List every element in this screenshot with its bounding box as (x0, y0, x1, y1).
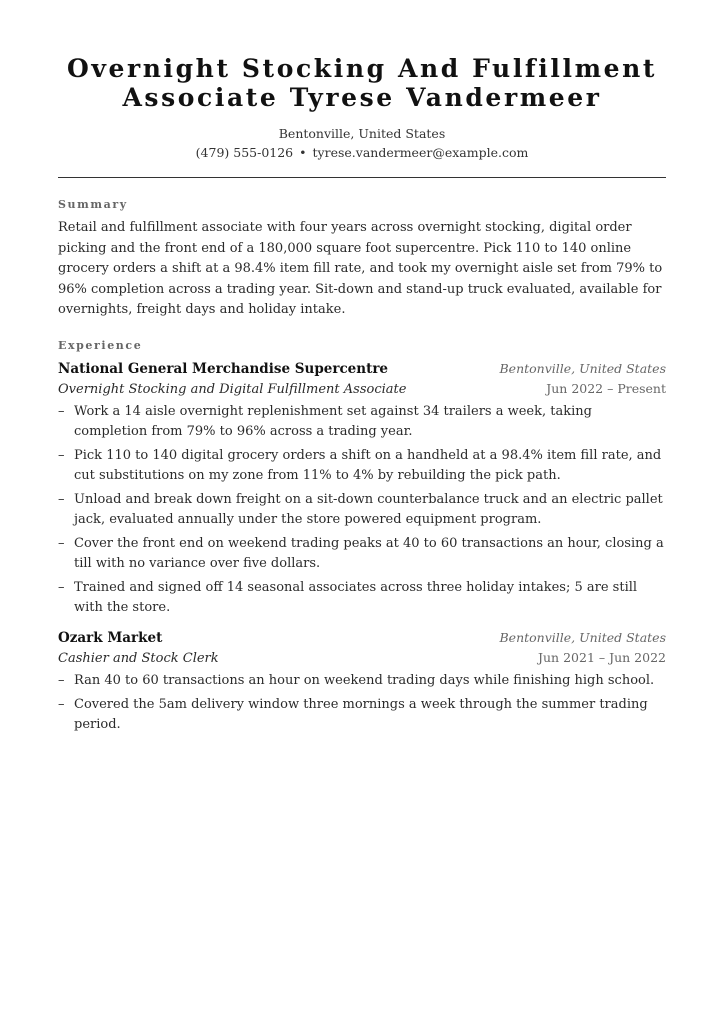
job-entry (58, 628, 666, 735)
bullet-item (58, 446, 666, 486)
bullet-item (58, 695, 666, 735)
job-role-row (58, 648, 666, 668)
bullet-item (58, 671, 666, 691)
bullet-text: Cover the front end on weekend trading peaks at 40 to 60 transactions an hour, closing a till with no variance over five dollars. (74, 535, 664, 571)
email-address: tyrese.vandermeer@example.com (312, 145, 529, 160)
bullet-dash: – (58, 535, 65, 551)
job-dates: Jun 2022 – Present (546, 380, 666, 396)
job-role-row (58, 379, 666, 399)
company-name: Ozark Market (58, 629, 163, 646)
job-entry (58, 359, 666, 618)
bullet-item (58, 578, 666, 618)
company-name: National General Merchandise Supercentre (58, 360, 389, 377)
name-title (58, 54, 666, 112)
bullet-text: Trained and signed off 14 seasonal associates across three holiday intakes; 5 are still with the store. (74, 579, 638, 615)
experience-heading: Experience (58, 338, 143, 352)
phone-number: (479) 555-0126 (195, 145, 294, 160)
job-bullets (58, 671, 666, 735)
summary-heading: Summary (58, 198, 128, 211)
bullet-dash: – (58, 579, 65, 595)
bullet-item (58, 402, 666, 442)
bullet-text: Covered the 5am delivery window three mornings a week through the summer trading period. (74, 696, 648, 732)
resume-header (58, 54, 666, 163)
job-header-row (58, 359, 666, 379)
bullet-text: Work a 14 aisle overnight replenishment set against 34 trailers a week, taking completion from 79% to 96% across a trading year. (74, 403, 592, 439)
contact-line (58, 143, 666, 163)
bullet-item (58, 490, 666, 530)
name-title-line-2: Associate Tyrese Vandermeer (122, 83, 602, 112)
bullet-item (58, 534, 666, 574)
job-dates: Jun 2021 – Jun 2022 (538, 649, 666, 665)
header-divider (58, 177, 666, 178)
bullet-dash: – (58, 672, 65, 688)
bullet-text: Pick 110 to 140 digital grocery orders a shift on a handheld at a 98.4% item fill rate, and cut substitutions on my zone from 11% to 4% by rebuilding the pick path. (74, 447, 662, 483)
name-title-line-1: Overnight Stocking And Fulfillment (66, 54, 658, 83)
header-location: Bentonville, United States (278, 126, 446, 141)
job-role: Cashier and Stock Clerk (58, 650, 219, 666)
job-role: Overnight Stocking and Digital Fulfillment Associate (58, 381, 407, 397)
bullet-text: Unload and break down freight on a sit-down counterbalance truck and an electric pallet jack, evaluated annually under the store powered equipment program. (74, 491, 663, 527)
job-location: Bentonville, United States (499, 629, 666, 645)
contact-separator: • (299, 145, 307, 160)
bullet-dash: – (58, 491, 65, 507)
bullet-text: Ran 40 to 60 transactions an hour on weekend trading days while finishing high school. (74, 672, 655, 688)
bullet-dash: – (58, 447, 65, 463)
bullet-dash: – (58, 696, 65, 712)
summary-text: Retail and fulfillment associate with four years across overnight stocking, digital order picking and the front end of a 180,000 square foot supercentre. Pick 110 to 140 online grocery orders a shift at a 98.4% item fill rate, and took my overnight aisle set from 79% to 96% completion across a trading year. Sit-down and stand-up truck evaluated, available for overnights, freight days and holiday intake. (58, 220, 663, 317)
job-bullets (58, 402, 666, 618)
job-header-row (58, 628, 666, 648)
bullet-dash: – (58, 403, 65, 419)
job-location: Bentonville, United States (499, 360, 666, 376)
